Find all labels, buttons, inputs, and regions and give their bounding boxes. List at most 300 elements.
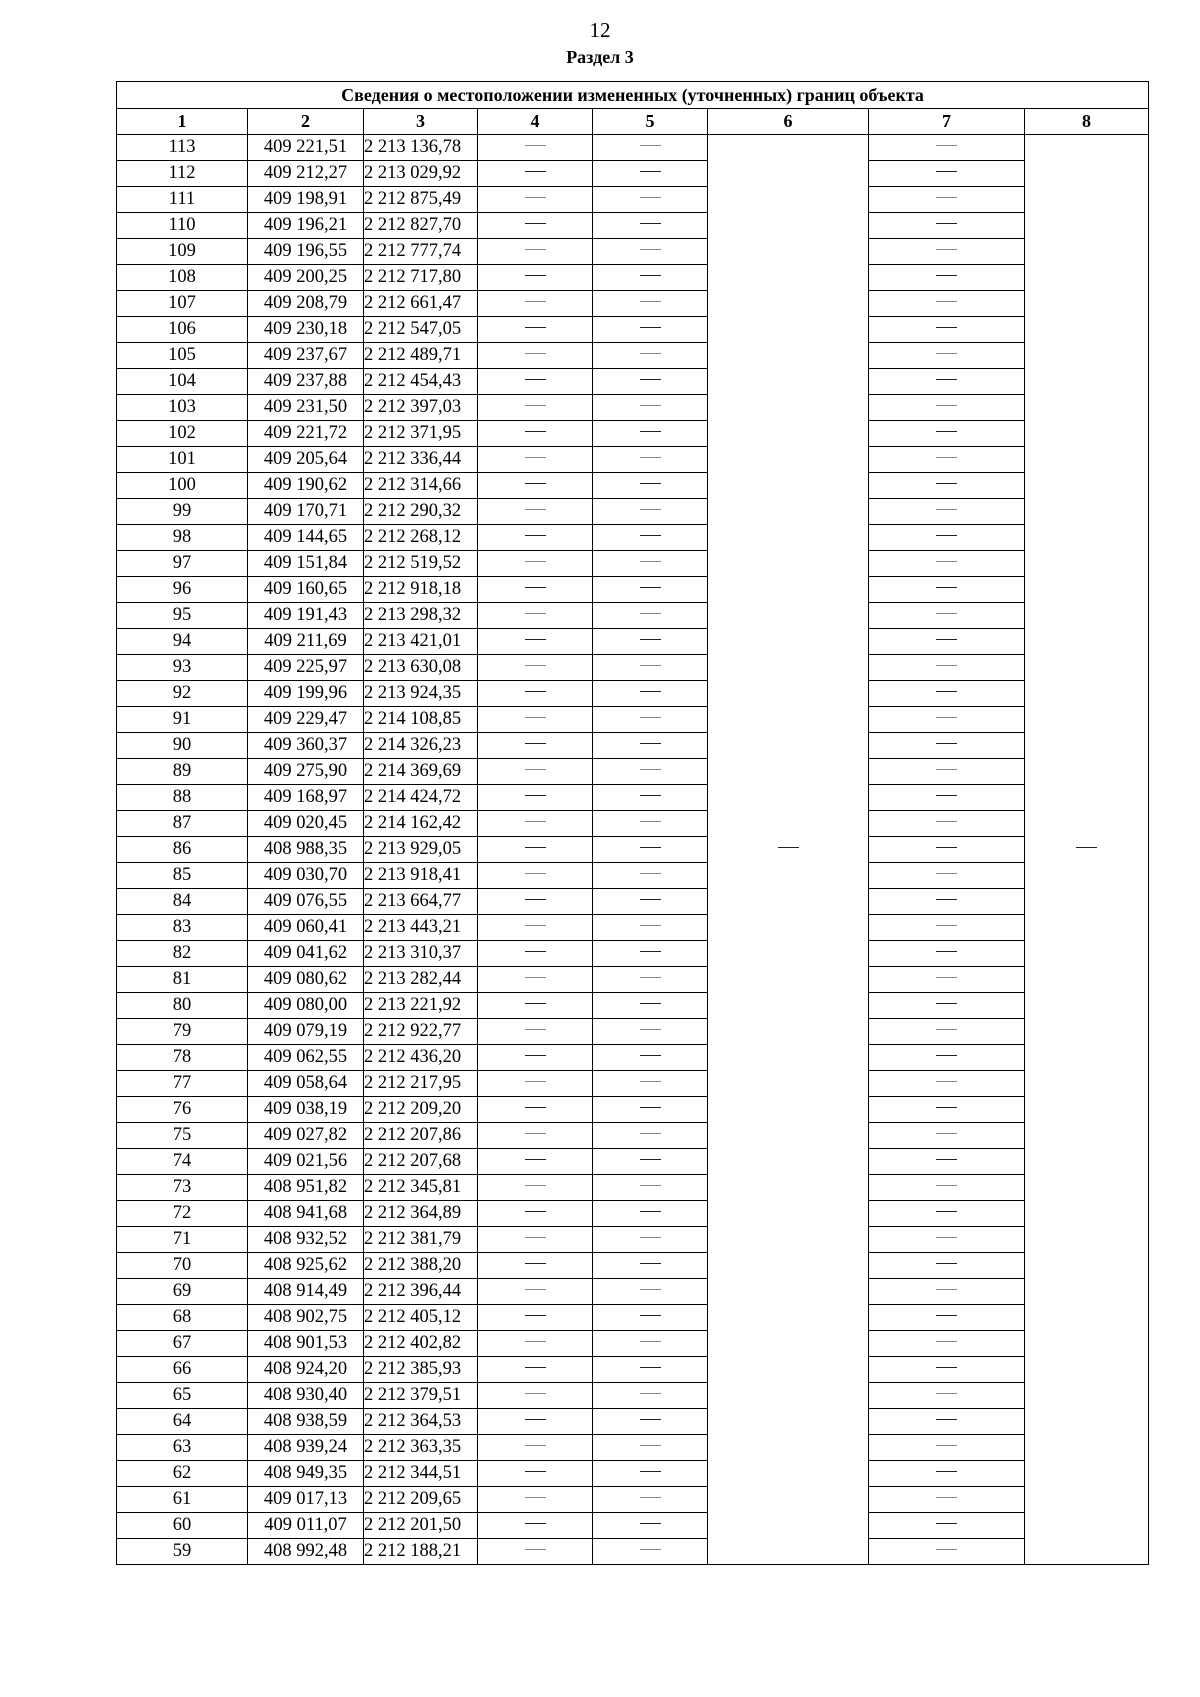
empty-value-cell [478,993,593,1019]
dash-mark [936,1133,957,1134]
empty-value-cell [478,369,593,395]
empty-value-cell [478,421,593,447]
dash-mark [640,223,661,224]
coordinate-y-cell: 2 213 929,05 [364,837,478,863]
empty-value-cell [593,265,708,291]
point-number-cell: 93 [117,655,248,681]
coordinate-x-cell: 409 080,62 [248,967,364,993]
table-row [117,1071,1149,1097]
coordinate-y-cell: 2 213 664,77 [364,889,478,915]
empty-value-cell [869,447,1025,473]
point-number-cell: 102 [117,421,248,447]
dash-mark [936,1471,957,1472]
empty-value-cell [593,967,708,993]
table-row [117,369,1149,395]
empty-value-cell [869,707,1025,733]
dash-mark [936,1367,957,1368]
coordinate-x-cell: 408 924,20 [248,1357,364,1383]
empty-value-cell [478,1045,593,1071]
coordinate-x-cell: 409 221,51 [248,135,364,161]
table-row [117,1019,1149,1045]
point-number-cell: 108 [117,265,248,291]
dash-mark [936,587,957,588]
empty-value-cell [478,1383,593,1409]
empty-value-cell [869,213,1025,239]
point-number-cell: 88 [117,785,248,811]
coordinate-y-cell: 2 212 379,51 [364,1383,478,1409]
dash-mark [640,1055,661,1056]
point-number-cell: 91 [117,707,248,733]
dash-mark [936,431,957,432]
dash-mark [525,1367,546,1368]
empty-value-cell [869,1253,1025,1279]
empty-value-cell [478,447,593,473]
dash-mark [640,1237,661,1238]
empty-value-cell [593,1279,708,1305]
coordinate-x-cell: 408 925,62 [248,1253,364,1279]
empty-value-cell [478,915,593,941]
empty-value-cell [869,733,1025,759]
page-number: 12 [589,18,611,42]
point-number-cell: 76 [117,1097,248,1123]
empty-value-cell [869,1019,1025,1045]
empty-value-cell [869,317,1025,343]
table-row [117,681,1149,707]
dash-mark [525,1211,546,1212]
point-number-cell: 66 [117,1357,248,1383]
point-number-cell: 81 [117,967,248,993]
dash-mark [640,1159,661,1160]
coordinate-x-cell: 409 237,88 [248,369,364,395]
coordinate-y-cell: 2 212 385,93 [364,1357,478,1383]
dash-mark [936,1237,957,1238]
table-row [117,1123,1149,1149]
point-number-cell: 107 [117,291,248,317]
coordinate-x-cell: 409 200,25 [248,265,364,291]
empty-value-cell [869,1045,1025,1071]
table-row [117,1331,1149,1357]
coordinate-y-cell: 2 213 029,92 [364,161,478,187]
empty-value-cell [478,655,593,681]
point-number-cell: 84 [117,889,248,915]
dash-mark [936,1029,957,1030]
empty-value-cell [869,1201,1025,1227]
dash-mark [640,197,661,198]
dash-mark [525,691,546,692]
dash-mark [640,743,661,744]
dash-mark [640,1263,661,1264]
table-row [117,161,1149,187]
table-caption-row [117,82,1149,109]
dash-mark [640,821,661,822]
empty-value-cell [869,681,1025,707]
empty-value-cell [593,421,708,447]
empty-value-cell [478,759,593,785]
dash-mark [936,1419,957,1420]
coordinate-y-cell: 2 212 405,12 [364,1305,478,1331]
dash-mark [525,743,546,744]
dash-mark [640,1419,661,1420]
point-number-cell: 73 [117,1175,248,1201]
table-row [117,863,1149,889]
dash-mark [640,1393,661,1394]
coordinate-y-cell: 2 213 918,41 [364,863,478,889]
dash-mark [640,405,661,406]
column-number: 5 [593,109,708,135]
coordinate-y-cell: 2 212 209,20 [364,1097,478,1123]
coordinate-x-cell: 409 191,43 [248,603,364,629]
column-8-merged-cell [1025,135,1149,1565]
empty-value-cell [593,759,708,785]
empty-value-cell [478,1461,593,1487]
point-number-cell: 77 [117,1071,248,1097]
coordinate-x-cell: 409 060,41 [248,915,364,941]
table-row [117,915,1149,941]
point-number-cell: 104 [117,369,248,395]
coordinate-y-cell: 2 212 207,68 [364,1149,478,1175]
coordinate-y-cell: 2 212 918,18 [364,577,478,603]
dash-mark [640,171,661,172]
dash-mark [525,977,546,978]
point-number-cell: 78 [117,1045,248,1071]
dash-mark [640,1107,661,1108]
empty-value-cell [478,1357,593,1383]
empty-value-cell [869,369,1025,395]
dash-mark [525,1263,546,1264]
dash-mark [936,717,957,718]
dash-mark [525,1471,546,1472]
empty-value-cell [869,1513,1025,1539]
table-caption: Сведения о местоположении измененных (уточненных) границ объекта [117,82,1149,109]
empty-value-cell [593,1071,708,1097]
empty-value-cell [869,1331,1025,1357]
point-number-cell: 101 [117,447,248,473]
point-number-cell: 83 [117,915,248,941]
point-number-cell: 100 [117,473,248,499]
coordinate-y-cell: 2 212 201,50 [364,1513,478,1539]
dash-mark [525,1497,546,1498]
dash-mark [525,1549,546,1550]
dash-mark [936,1159,957,1160]
dash-mark [640,1445,661,1446]
table-row [117,1409,1149,1435]
dash-mark [640,1367,661,1368]
column-number: 6 [708,109,869,135]
dash-mark [936,1003,957,1004]
empty-value-cell [478,811,593,837]
dash-mark [525,457,546,458]
empty-value-cell [478,135,593,161]
point-number-cell: 65 [117,1383,248,1409]
coordinate-x-cell: 409 211,69 [248,629,364,655]
empty-value-cell [593,317,708,343]
coordinate-x-cell: 409 170,71 [248,499,364,525]
empty-value-cell [478,1331,593,1357]
empty-value-cell [869,967,1025,993]
dash-mark [640,1497,661,1498]
empty-value-cell [478,291,593,317]
point-number-cell: 106 [117,317,248,343]
empty-value-cell [593,135,708,161]
table-row [117,1461,1149,1487]
empty-value-cell [869,785,1025,811]
dash-mark [525,1133,546,1134]
coordinate-y-cell: 2 212 344,51 [364,1461,478,1487]
point-number-cell: 103 [117,395,248,421]
empty-value-cell [478,525,593,551]
empty-value-cell [869,161,1025,187]
dash-mark [640,795,661,796]
empty-value-cell [593,1383,708,1409]
dash-mark [936,1315,957,1316]
dash-mark [525,795,546,796]
empty-value-cell [869,187,1025,213]
dash-mark [640,587,661,588]
empty-value-cell [869,1071,1025,1097]
dash-mark [525,899,546,900]
coordinate-y-cell: 2 212 217,95 [364,1071,478,1097]
dash-mark [936,327,957,328]
dash-mark [525,665,546,666]
column-number-row [117,109,1149,135]
dash-mark [936,665,957,666]
dash-mark [525,1055,546,1056]
coordinate-y-cell: 2 212 661,47 [364,291,478,317]
empty-value-cell [593,1409,708,1435]
empty-value-cell [478,785,593,811]
empty-value-cell [593,811,708,837]
dash-mark [936,899,957,900]
coordinate-x-cell: 408 951,82 [248,1175,364,1201]
empty-value-cell [869,265,1025,291]
dash-mark [936,249,957,250]
empty-value-cell [478,473,593,499]
empty-value-cell [593,733,708,759]
dash-mark [525,769,546,770]
coordinate-y-cell: 2 212 207,86 [364,1123,478,1149]
point-number-cell: 98 [117,525,248,551]
table-row [117,291,1149,317]
point-number-cell: 94 [117,629,248,655]
empty-value-cell [869,1461,1025,1487]
coordinate-y-cell: 2 212 454,43 [364,369,478,395]
dash-mark [936,847,957,848]
empty-value-cell [593,1435,708,1461]
dash-mark [525,1419,546,1420]
table-row [117,759,1149,785]
coordinate-x-cell: 409 198,91 [248,187,364,213]
dash-mark [525,951,546,952]
empty-value-cell [869,551,1025,577]
empty-value-cell [478,161,593,187]
empty-value-cell [478,603,593,629]
coordinate-y-cell: 2 212 397,03 [364,395,478,421]
dash-mark [525,1003,546,1004]
coordinate-x-cell: 409 205,64 [248,447,364,473]
dash-mark [936,275,957,276]
dash-mark [640,1081,661,1082]
table-row [117,265,1149,291]
dash-mark [525,717,546,718]
dash-mark [525,821,546,822]
empty-value-cell [478,1253,593,1279]
dash-mark [640,1549,661,1550]
point-number-cell: 105 [117,343,248,369]
empty-value-cell [869,473,1025,499]
empty-value-cell [478,213,593,239]
coordinate-x-cell: 409 199,96 [248,681,364,707]
empty-value-cell [478,1175,593,1201]
dash-mark [640,717,661,718]
empty-value-cell [478,187,593,213]
dash-mark [778,847,799,848]
point-number-cell: 72 [117,1201,248,1227]
empty-value-cell [478,1019,593,1045]
point-number-cell: 111 [117,187,248,213]
empty-value-cell [478,1227,593,1253]
dash-mark [936,171,957,172]
dash-mark [525,483,546,484]
empty-value-cell [593,915,708,941]
empty-value-cell [478,1123,593,1149]
empty-value-cell [869,629,1025,655]
dash-mark [525,145,546,146]
empty-value-cell [478,1279,593,1305]
coordinate-y-cell: 2 213 421,01 [364,629,478,655]
dash-mark [936,483,957,484]
empty-value-cell [593,291,708,317]
coordinate-y-cell: 2 214 369,69 [364,759,478,785]
empty-value-cell [869,1227,1025,1253]
empty-value-cell [593,577,708,603]
empty-value-cell [478,889,593,915]
dash-mark [936,561,957,562]
dash-mark [936,301,957,302]
dash-mark [936,795,957,796]
point-number-cell: 70 [117,1253,248,1279]
coordinate-x-cell: 409 230,18 [248,317,364,343]
dash-mark [640,1133,661,1134]
table-row [117,187,1149,213]
empty-value-cell [869,993,1025,1019]
empty-value-cell [593,1175,708,1201]
empty-value-cell [869,577,1025,603]
coordinate-x-cell: 408 941,68 [248,1201,364,1227]
dash-mark [640,145,661,146]
table-row [117,967,1149,993]
dash-mark [936,743,957,744]
dash-mark [640,509,661,510]
empty-value-cell [593,1097,708,1123]
coordinate-y-cell: 2 213 630,08 [364,655,478,681]
empty-value-cell [478,551,593,577]
table-row [117,889,1149,915]
empty-value-cell [869,1175,1025,1201]
coordinate-x-cell: 409 212,27 [248,161,364,187]
empty-value-cell [593,239,708,265]
coordinate-x-cell: 408 901,53 [248,1331,364,1357]
coordinate-x-cell: 408 949,35 [248,1461,364,1487]
table-row [117,1539,1149,1565]
coordinate-x-cell: 409 221,72 [248,421,364,447]
empty-value-cell [869,1305,1025,1331]
dash-mark [936,769,957,770]
point-number-cell: 89 [117,759,248,785]
dash-mark [640,561,661,562]
empty-value-cell [593,837,708,863]
point-number-cell: 67 [117,1331,248,1357]
coordinate-y-cell: 2 214 162,42 [364,811,478,837]
empty-value-cell [478,343,593,369]
empty-value-cell [478,1097,593,1123]
empty-value-cell [478,499,593,525]
dash-mark [640,353,661,354]
empty-value-cell [869,525,1025,551]
dash-mark [936,873,957,874]
dash-mark [936,1081,957,1082]
dash-mark [640,951,661,952]
table-row [117,551,1149,577]
coordinate-x-cell: 409 160,65 [248,577,364,603]
dash-mark [936,509,957,510]
table-row [117,655,1149,681]
empty-value-cell [869,1097,1025,1123]
coordinate-y-cell: 2 212 922,77 [364,1019,478,1045]
coordinate-y-cell: 2 214 108,85 [364,707,478,733]
dash-mark [525,1107,546,1108]
dash-mark [936,197,957,198]
coordinate-x-cell: 408 902,75 [248,1305,364,1331]
table-row [117,1305,1149,1331]
coordinate-x-cell: 409 038,19 [248,1097,364,1123]
empty-value-cell [593,187,708,213]
empty-value-cell [593,1227,708,1253]
point-number-cell: 61 [117,1487,248,1513]
empty-value-cell [869,889,1025,915]
coordinate-y-cell: 2 212 519,52 [364,551,478,577]
dash-mark [640,1185,661,1186]
point-number-cell: 62 [117,1461,248,1487]
dash-mark [525,249,546,250]
table-row [117,577,1149,603]
dash-mark [640,1341,661,1342]
coordinate-x-cell: 409 196,21 [248,213,364,239]
coordinate-x-cell: 409 058,64 [248,1071,364,1097]
dash-mark [525,1029,546,1030]
dash-mark [525,561,546,562]
dash-mark [525,171,546,172]
coordinate-x-cell: 409 062,55 [248,1045,364,1071]
dash-mark [936,379,957,380]
table-row [117,135,1149,161]
coordinate-y-cell: 2 213 221,92 [364,993,478,1019]
empty-value-cell [869,863,1025,889]
coordinate-x-cell: 408 988,35 [248,837,364,863]
point-number-cell: 71 [117,1227,248,1253]
empty-value-cell [869,1357,1025,1383]
empty-value-cell [593,993,708,1019]
dash-mark [936,405,957,406]
column-number: 2 [248,109,364,135]
empty-value-cell [478,1149,593,1175]
coordinate-x-cell: 409 190,62 [248,473,364,499]
dash-mark [525,1341,546,1342]
dash-mark [936,977,957,978]
dash-mark [640,1211,661,1212]
dash-mark [525,925,546,926]
dash-mark [525,275,546,276]
dash-mark [640,535,661,536]
